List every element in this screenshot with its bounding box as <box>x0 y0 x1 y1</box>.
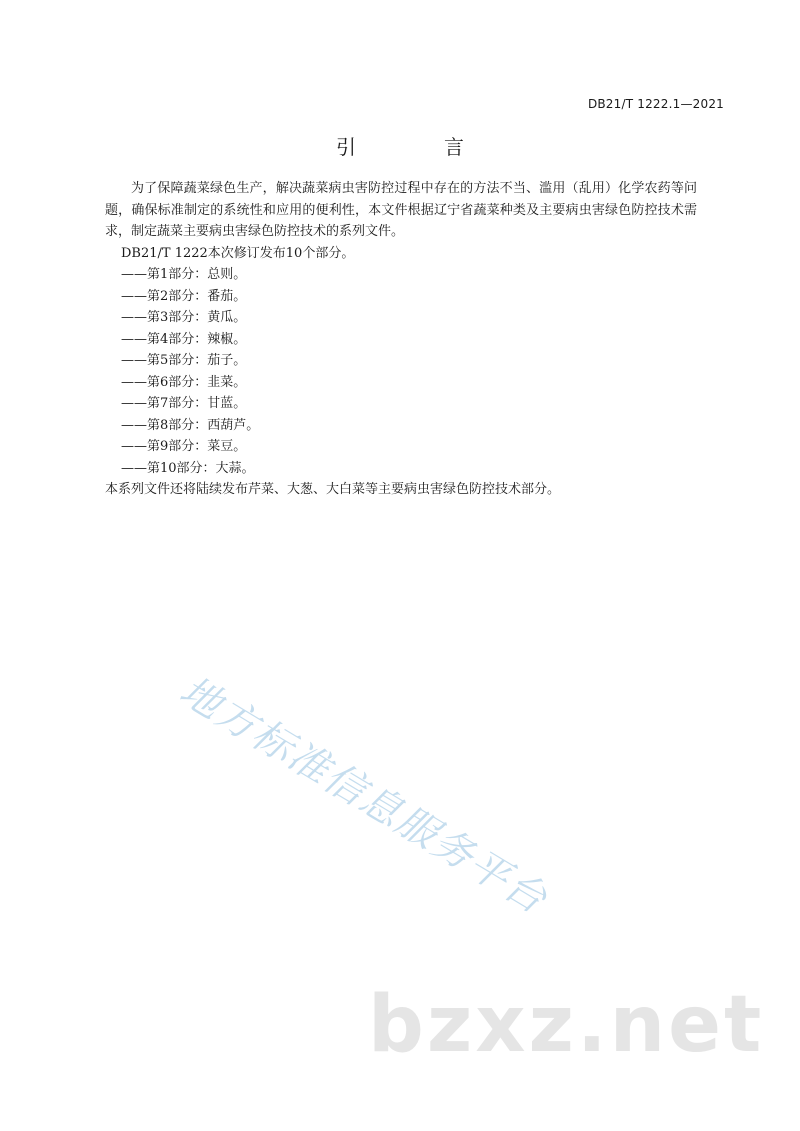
list-item: ——第8部分：西葫芦。 <box>121 417 260 433</box>
parts-list <box>105 264 697 479</box>
watermark-chinese: 地方标准信息服务平台 <box>171 667 556 924</box>
list-item: ——第3部分：黄瓜。 <box>121 310 247 325</box>
page-title: 引 言 <box>336 135 498 159</box>
list-item: ——第6部分：韭菜。 <box>121 374 247 390</box>
closing-statement: 本系列文件还将陆续发布芹菜、大葱、大白菜等主要病虫害绿色防控技术部分。 <box>105 482 561 497</box>
list-item: ——第10部分：大蒜。 <box>121 460 255 476</box>
watermark-english: bzxz.net <box>368 980 765 1070</box>
release-statement: DB21/T 1222本次修订发布10个部分。 <box>121 245 355 261</box>
list-item: ——第1部分：总则。 <box>121 267 247 282</box>
standard-code: DB21/T 1222.1—2021 <box>587 97 724 111</box>
list-item: ——第4部分：辣椒。 <box>121 331 247 347</box>
list-item: ——第2部分：番茄。 <box>121 288 247 304</box>
list-item: ——第5部分：茄子。 <box>121 353 247 368</box>
list-item: ——第9部分：菜豆。 <box>121 439 247 454</box>
intro-paragraph: 为了保障蔬菜绿色生产，解决蔬菜病虫害防控过程中存在的方法不当、滥用（乱用）化学农药等问题，确保标准制定的系统性和应用的便利性，本文件根据辽宁省蔬菜种类及主要病虫害绿色防控技术需求，制定蔬菜主要病虫害绿色防控技术的系列文件。 <box>105 181 697 239</box>
document-body <box>105 178 697 501</box>
list-item: ——第7部分：甘蓝。 <box>121 396 247 411</box>
